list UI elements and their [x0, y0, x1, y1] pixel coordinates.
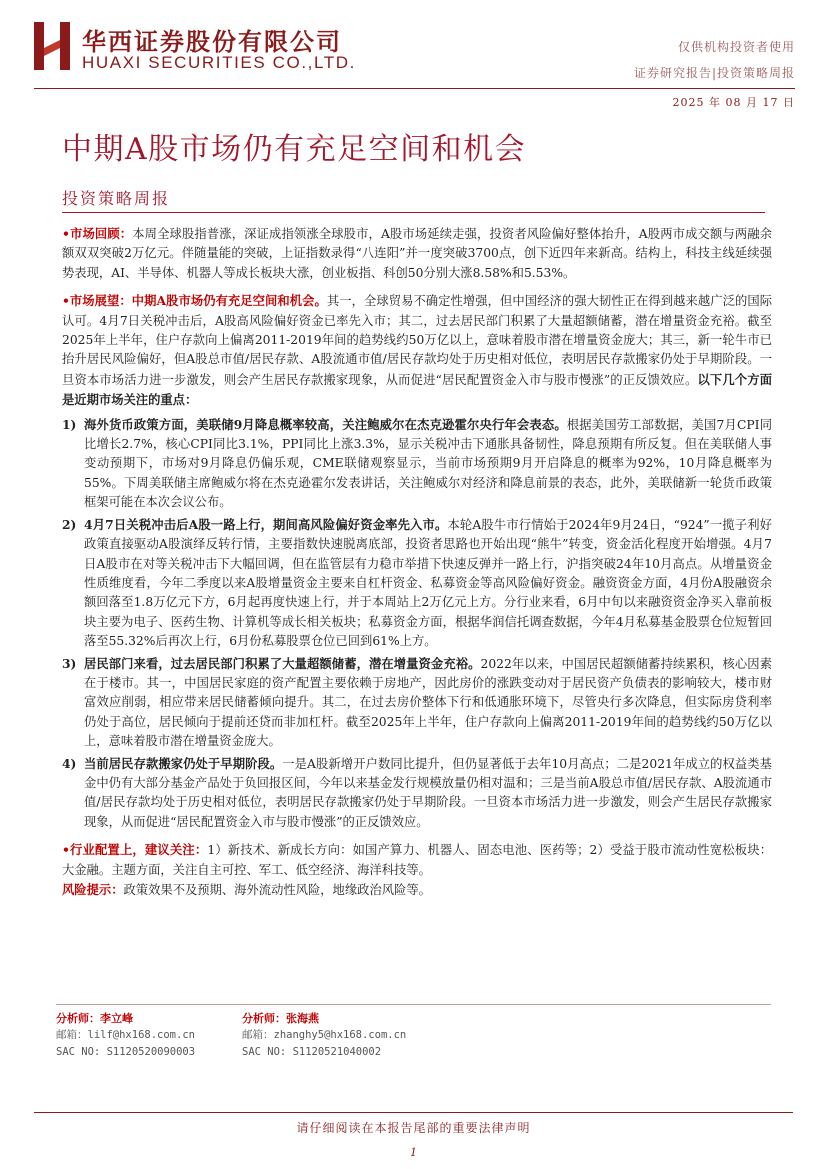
market-outlook-text: 其一，全球贸易不确定性增强，但中国经济的强大韧性正在得到越来越广泛的国际认可。4月7日关税冲击后，A股高风险偏好资金已率先入市；其二，过去居民部门积累了大量超额储蓄，潜在增量资金充裕。截至2025年上半年，住户存款向上偏离2011-2019年间的趋势线约50万亿以上，意味着股市潜在增量资金庞大；其三，新一轮牛市已抬升居民风险偏好，但A股总市值/居民存款、A股流通市值/居民存款均处于历史相对低位，表明居民存款搬家仍处于早期阶段。一旦资本市场活力进一步激发，则会产生居民存款搬家现象，从而促进“居民配置资金入市与股市慢涨”的正反馈效应。: [62, 294, 772, 387]
market-review-lead: •市场回顾：: [62, 226, 133, 241]
analyst-email[interactable]: 邮箱：lilf@hx168.com.cn: [56, 1029, 195, 1041]
market-review-text: 本周全球股指普涨，深证成指领涨全球股市，A股市场延续走强，投资者风险偏好整体抬升，A股两市成交额与两融余额双双突破2万亿元。伴随量能的突破，上证指数录得“八连阳”并一度突破3700点，创下近四年来新高。结构上，科技主线延续强势表现，AI、半导体、机器人等成长板块大涨，创业板指、科创50分别大涨8.58%和5.53%。: [62, 227, 772, 280]
company-name-en: HUAXI SECURITIES CO.,LTD.: [82, 53, 356, 72]
legal-disclaimer: 请仔细阅读在本报告尾部的重要法律声明: [296, 1121, 531, 1135]
list-item-heading: 居民部门来看，过去居民部门积累了大量超额储蓄，潜在增量资金充裕。: [84, 655, 481, 671]
list-item-body: [84, 654, 772, 752]
analyst-block: [242, 1010, 406, 1061]
report-body: [62, 224, 772, 908]
list-item-text: 根据美国劳工部数据，美国7月CPI同比增长2.7%，核心CPI同比3.1%，PPI同比上涨3.3%，显示关税冲击下通胀具备韧性，降息预期有所反复。但在美联储人事变动预期下，市场对9月降息仍偏乐观，CME联储观察显示，当前市场预期9月开启降息的概率为92%，10月降息概率为55%。下周美联储主席鲍威尔将在杰克逊霍尔发表讲话，关注鲍威尔对经济和降息前景的表态，此外，美联储新一轮货币政策框架可能在本次会议公布。: [84, 417, 772, 510]
list-item-text: 一是A股新增开户数同比提升，但仍显著低于去年10月高点；二是2021年成立的权益类基金中仍有大部分基金产品处于负回报区间，今年以来基金发行规模放量仍相对温和；三是当前A股总市值/居民存款、A股流通市值/居民存款均处于历史相对低位，表明居民存款搬家仍处于早期阶段。一旦资本市场活力进一步激发，则会产生居民存款搬家现象，从而促进“居民配置资金入市与股市慢涨”的正反馈效应。: [84, 756, 772, 829]
industry-lead: •行业配置上，建议关注：: [62, 842, 208, 858]
list-item-text: 2022年以来，中国居民超额储蓄持续累积，核心因素在于楼市。其一，中国居民家庭的资产配置主要依赖于房地产，因此房价的涨跌变动对于居民资产负债表的影响较大，楼市财富效应削弱，相应带来居民储蓄倾向提升。其二，在过去房价整体下行和低通胀环境下，尽管央行多次降息，但实际房贷利率仍处于高位，居民倾向于提前还贷而非加杠杆。截至2025年上半年，住户存款向上偏离2011-2019年间的趋势线约50万亿以上，意味着股市潜在增量资金庞大。: [84, 656, 772, 749]
list-item: [62, 515, 772, 652]
header-divider: [34, 88, 795, 89]
audience-note: 仅供机构投资者使用: [677, 40, 795, 54]
list-item-body: [84, 515, 772, 652]
market-outlook-lead: •市场展望：中期A股市场仍有充足空间和机会。: [62, 293, 327, 309]
industry-text: 1）新技术、新成长方向：如国产算力、机器人、固态电池、医药等；2）受益于股市流动性宽松板块：大金融。主题方面，关注自主可控、军工、低空经济、海洋科技等。: [62, 843, 772, 877]
analyst-sac: SAC NO: S1120521040002: [242, 1046, 382, 1058]
huaxi-logo-icon: [34, 22, 70, 70]
industry-paragraph: [62, 840, 772, 880]
list-item-heading: 4月7日关税冲击后A股一路上行，期间高风险偏好资金率先入市。: [84, 516, 448, 532]
market-outlook-paragraph: [62, 291, 772, 410]
list-item-body: [84, 754, 772, 833]
report-date: 2025 年 08 月 17 日: [672, 96, 795, 109]
list-item-body: [84, 415, 772, 513]
analyst-block: [56, 1010, 195, 1061]
subtitle-divider: [62, 212, 765, 213]
list-item-text: 本轮A股牛市行情始于2024年9月24日，“924”一揽子利好政策直接驱动A股演绎反转行情，主要指数快速脱离底部，投资者思路也开始出现“熊牛”转变，资金活化程度开始增强。4月7日A股市在对等关税冲击下大幅回调，但在监管层有力稳市举措下快速反弹并一路上行，沪指突破24年10月高点。从增量资金性质维度看，今年二季度以来A股增量资金主要来自杠杆资金、私募资金等高风险偏好资金。融资资金方面，4月份A股融资余额回落至1.8万亿元下方，6月起再度快速上行，并于本周站上2万亿元上方。分行业来看，6月中旬以来融资资金净买入靠前板块主要为电子、医药生物、计算机等成长相关板块；私募资金方面，根据华润信托调查数据，今年4月私募基金股票仓位短暂回落至55.32%后再次上行，6月份私募股票仓位已回到61%上方。: [84, 517, 772, 649]
analyst-divider: [56, 1004, 771, 1005]
list-item: [62, 654, 772, 752]
page-number: 1: [410, 1146, 417, 1159]
list-item-number: 3): [62, 655, 77, 671]
list-item-number: 2): [62, 516, 77, 532]
list-item: [62, 415, 772, 513]
analyst-name: 分析师：张海燕: [242, 1012, 319, 1025]
list-item: [62, 754, 772, 833]
company-name-cn: 华西证券股份有限公司: [82, 28, 342, 56]
analyst-email[interactable]: 邮箱：zhanghy5@hx168.com.cn: [242, 1029, 407, 1041]
risk-text: 政策效果不及预期、海外流动性风险，地缘政治风险等。: [123, 883, 431, 897]
risk-lead: 风险提示：: [62, 882, 124, 897]
report-title: 中期A股市场仍有充足空间和机会: [62, 132, 527, 167]
focus-lead: 以下几个方面是近期市场关注的重点：: [62, 371, 772, 408]
list-item-heading: 海外货币政策方面，美联储9月降息概率较高，关注鲍威尔在杰克逊霍尔央行年会表态。: [84, 416, 567, 432]
analyst-sac: SAC NO: S1120520090003: [56, 1046, 196, 1058]
report-subtitle: 投资策略周报: [62, 189, 171, 208]
list-item-number: 4): [62, 755, 77, 771]
list-item-heading: 当前居民存款搬家仍处于早期阶段。: [84, 755, 283, 771]
analyst-name: 分析师：李立峰: [56, 1012, 133, 1025]
market-review-paragraph: [62, 224, 772, 283]
footer-divider: [34, 1112, 793, 1113]
list-item-number: 1): [62, 416, 77, 432]
risk-paragraph: [62, 880, 772, 900]
report-type: 证券研究报告|投资策略周报: [633, 66, 795, 80]
